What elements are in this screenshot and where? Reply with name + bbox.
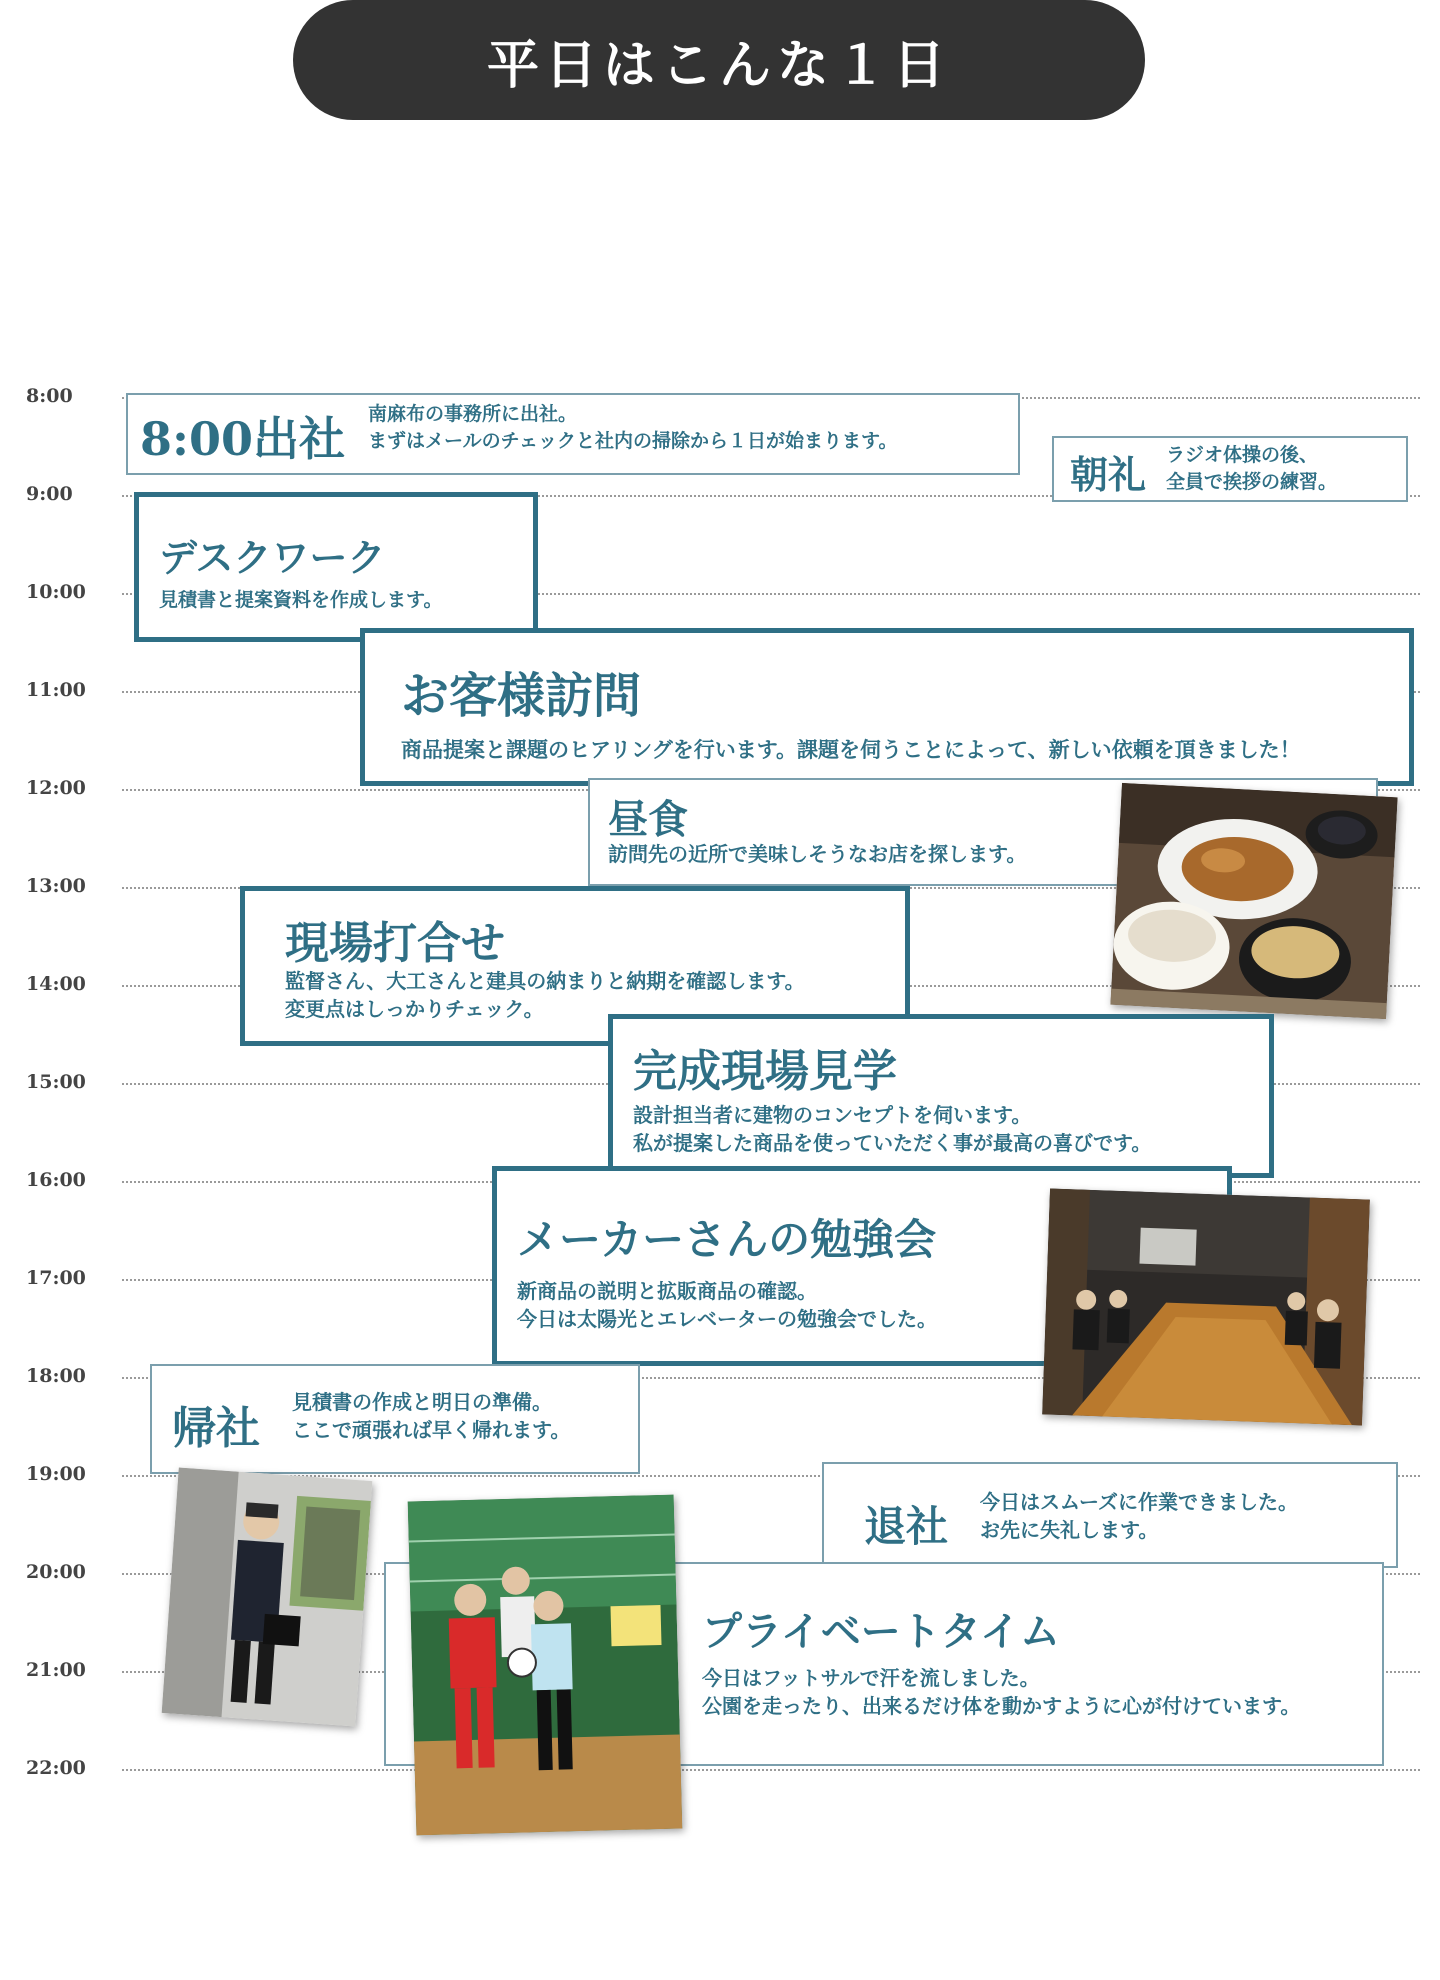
event-title: 完成現場見学 [633,1046,897,1097]
event-text: 見積書と提案資料を作成します。 [159,589,443,611]
hour-label: 12:00 [26,777,86,799]
event-text: 設計担当者に建物のコンセプトを伺います。 私が提案した商品を使っていただく事が最高の喜びです。 [633,1103,1152,1155]
futsal-photo [408,1495,683,1836]
page-title-banner [293,0,1145,120]
event-title: プライベートタイム [702,1608,1060,1655]
event-card-arrive [126,393,1020,475]
event-title: 現場打合せ [285,918,505,969]
event-text: 新商品の説明と拡販商品の確認。 今日は太陽光とエレベーターの勉強会でした。 [517,1279,937,1331]
event-title: 8:00出社 [140,412,346,466]
hour-label: 14:00 [26,973,86,995]
hour-label: 16:00 [26,1169,86,1191]
event-text: 今日はフットサルで汗を流しました。 公園を走ったり、出来るだけ体を動かすように心が付けています。 [702,1666,1301,1718]
event-text: ラジオ体操の後、 全員で挨拶の練習。 [1166,444,1338,493]
hour-label: 15:00 [26,1071,86,1093]
hour-label: 8:00 [26,385,73,407]
event-title: 退社 [864,1502,949,1551]
hour-label: 10:00 [26,581,86,603]
event-title: 昼食 [608,796,688,843]
hour-label: 18:00 [26,1365,86,1387]
event-card-desk-work [134,492,538,642]
event-text: 商品提案と課題のヒアリングを行います。課題を伺うことによって、新しい依頼を頂きました！ [401,737,1301,762]
event-text: 今日はスムーズに作業できました。 お先に失礼します。 [980,1490,1298,1542]
event-card-client-visit [360,628,1414,786]
departure-photo [162,1468,373,1727]
event-text: 監督さん、大工さんと建具の納まりと納期を確認します。 変更点はしっかりチェック。 [285,969,805,1021]
event-card-leave-office [822,1462,1398,1568]
event-title: 帰社 [172,1403,260,1454]
hour-label: 19:00 [26,1463,86,1485]
event-text: 南麻布の事務所に出社。 まずはメールのチェックと社内の掃除から１日が始まります。 [368,403,898,452]
event-title: メーカーさんの勉強会 [517,1215,937,1264]
hour-label: 17:00 [26,1267,86,1289]
event-text: 見積書の作成と明日の準備。 ここで頑張れば早く帰れます。 [292,1390,571,1442]
hour-label: 22:00 [26,1757,86,1779]
event-text: 訪問先の近所で美味しそうなお店を探します。 [608,842,1027,866]
hour-label: 9:00 [26,483,73,505]
event-card-return-office [150,1364,640,1474]
page-title: 平日はこんな１日 [486,35,951,96]
lunch-photo [1110,783,1397,1019]
event-title: 朝礼 [1070,452,1147,497]
hour-line [122,1769,1420,1771]
hour-label: 11:00 [26,679,86,701]
study-session-photo [1042,1188,1370,1425]
event-card-site-tour [608,1014,1274,1178]
hour-label: 20:00 [26,1561,86,1583]
event-title: お客様訪問 [401,668,642,724]
hour-label: 13:00 [26,875,86,897]
event-title: デスクワーク [159,535,386,580]
event-card-morning-meeting [1052,436,1408,502]
hour-label: 21:00 [26,1659,86,1681]
